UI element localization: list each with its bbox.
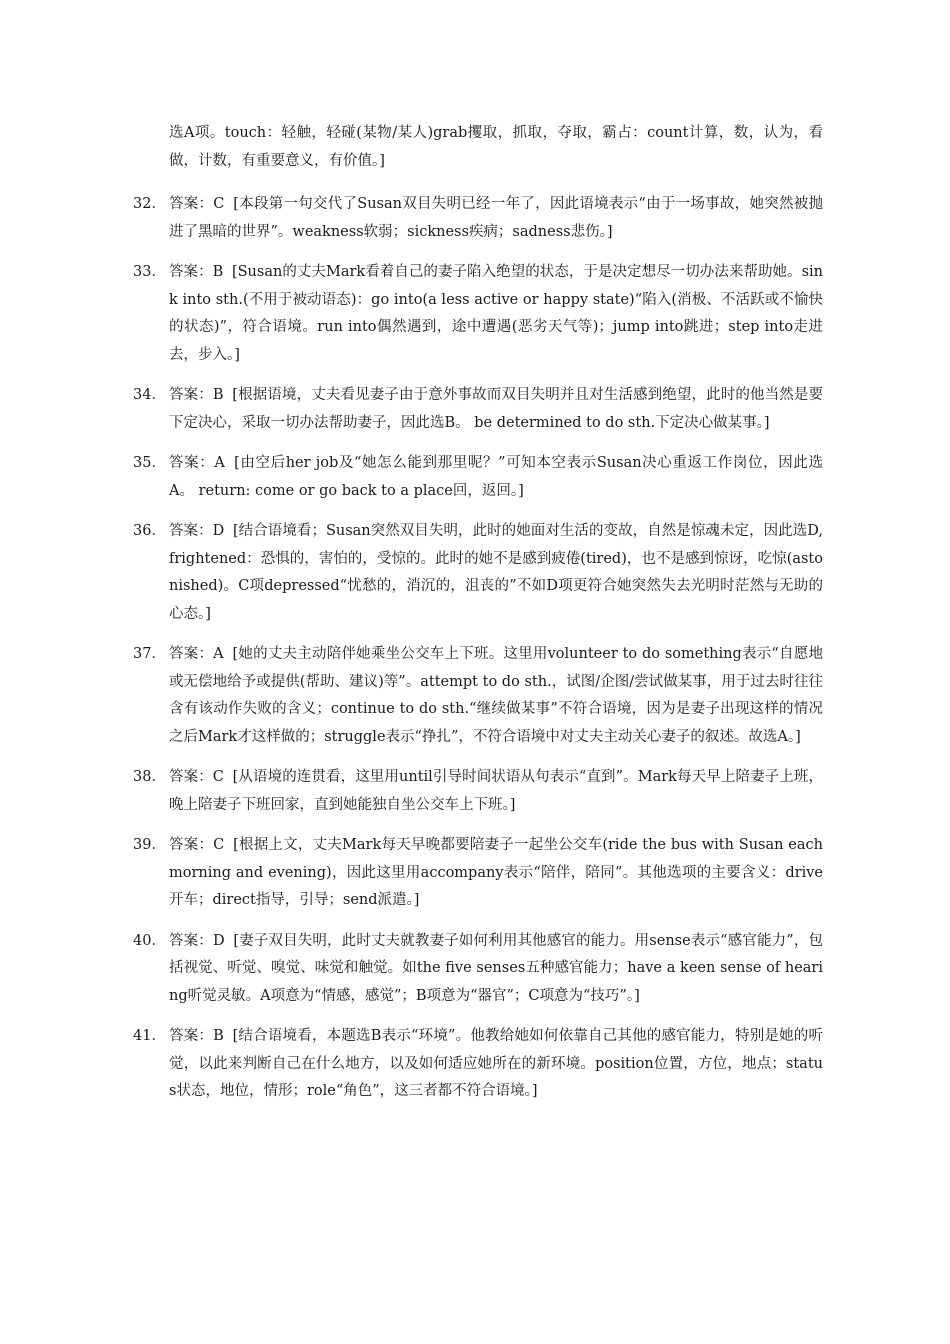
entry-number: 37． bbox=[133, 646, 166, 662]
answer-entry-38 bbox=[133, 764, 823, 819]
continuation-text: 选A项。touch：轻触，轻碰(某物/某人)grab攫取，抓取，夺取，霸占：count计算，数，认为，看做，计数，有重要意义，有价值。] bbox=[169, 125, 823, 169]
entry-explanation: [妻子双目失明，此时丈夫就教妻子如何利用其他感官的能力。用sense表示“感官能力”，包括视觉、听觉、嗅觉、味觉和触觉。如the five senses五种感官能力；have a keen sense of hearing听觉灵敏。A项意为“情感，感觉”；B项意为“器官”；C项意为“技巧”。] bbox=[169, 932, 823, 1004]
entry-number: 36． bbox=[133, 523, 166, 539]
answer-key-content bbox=[133, 120, 823, 1119]
answer-entry-35 bbox=[133, 450, 823, 505]
entry-number: 35． bbox=[133, 455, 166, 471]
entry-number: 32． bbox=[133, 196, 166, 212]
answer-entry-40 bbox=[133, 928, 823, 1011]
entry-explanation: [由空后her job及“她怎么能到那里呢？”可知本空表示Susan决心重返工作岗位，因此选A。 return: come or go back to a place回，返回。] bbox=[169, 455, 823, 499]
entry-explanation: [从语境的连贯看，这里用until引导时间状语从句表示“直到”。Mark每天早上陪妻子上班，晚上陪妻子下班回家，直到她能独自坐公交车上下班。] bbox=[169, 769, 823, 813]
answer-entry-32 bbox=[133, 191, 823, 246]
entry-body bbox=[169, 382, 823, 437]
entry-answer: 答案：B bbox=[169, 1028, 224, 1044]
answer-entry-34 bbox=[133, 382, 823, 437]
entry-body bbox=[169, 928, 823, 1011]
entry-number: 40． bbox=[133, 932, 166, 949]
entry-answer: 答案：C bbox=[169, 837, 225, 853]
continuation-paragraph bbox=[133, 120, 823, 175]
entry-body bbox=[169, 641, 823, 751]
entry-body bbox=[169, 832, 823, 915]
entry-explanation: [根据上文，丈夫Mark每天早晚都要陪妻子一起坐公交车(ride the bus with Susan each morning and evening)，因此这里用accompany表示“陪伴，陪同”。其他选项的主要含义：drive开车；direct指导，引导；send派遣。] bbox=[169, 837, 823, 908]
entry-answer: 答案：D bbox=[169, 932, 225, 949]
entry-explanation: [本段第一句交代了Susan双目失明已经一年了，因此语境表示“由于一场事故，她突然被抛进了黑暗的世界”。weakness软弱；sickness疾病；sadness悲伤。] bbox=[169, 196, 823, 240]
entry-explanation: [Susan的丈夫Mark看着自己的妻子陷入绝望的状态，于是决定想尽一切办法来帮助她。sink into sth.(不用于被动语态)：go into(a less active or happy state)“陷入(消极、不活跃或不愉快的状态)”，符合语境。run into偶然遇到，途中遭遇(恶劣天气等)；jump into跳进；step into走进去，步入。] bbox=[169, 264, 824, 363]
answer-entry-33 bbox=[133, 259, 823, 369]
entry-explanation: [结合语境看，本题选B表示“环境”。他教给她如何依靠自己其他的感官能力，特别是她的听觉，以此来判断自己在什么地方，以及如何适应她所在的新环境。position位置，方位，地点；status状态，地位，情形；role“角色”，这三者都不符合语境。] bbox=[169, 1028, 823, 1099]
entry-answer: 答案：A bbox=[169, 455, 225, 471]
entry-body bbox=[169, 259, 823, 369]
entry-answer: 答案：A bbox=[169, 646, 224, 662]
entry-number: 34． bbox=[133, 387, 166, 403]
entry-body bbox=[169, 1023, 823, 1106]
entry-body bbox=[169, 191, 823, 246]
entry-number: 38． bbox=[133, 769, 166, 785]
answer-entry-41 bbox=[133, 1023, 823, 1106]
entry-body bbox=[169, 518, 823, 628]
entry-body bbox=[169, 450, 823, 505]
answer-entry-37 bbox=[133, 641, 823, 751]
entry-explanation: [根据语境，丈夫看见妻子由于意外事故而双目失明并且对生活感到绝望，此时的他当然是要下定决心，采取一切办法帮助妻子，因此选B。 be determined to do sth.下定决心做某事。] bbox=[169, 387, 824, 431]
entry-body bbox=[169, 764, 823, 819]
answer-entry-39 bbox=[133, 832, 823, 915]
entry-answer: 答案：D bbox=[169, 523, 225, 539]
entry-explanation: [她的丈夫主动陪伴她乘坐公交车上下班。这里用volunteer to do something表示“自愿地或无偿地给予或提供(帮助、建议)等”。attempt to do sth.，试图/企图/尝试做某事，用于过去时往往含有该动作失败的含义；continue to do sth.“继续做某事”不符合语境，因为是妻子出现这样的情况之后Mark才这样做的；struggle表示“挣扎”，不符合语境中对丈夫主动关心妻子的叙述。故选A。] bbox=[169, 646, 824, 745]
entry-number: 33． bbox=[133, 264, 166, 280]
answer-entry-36 bbox=[133, 518, 823, 628]
entry-number: 39． bbox=[133, 837, 166, 853]
entry-number: 41． bbox=[133, 1028, 166, 1044]
entry-explanation: [结合语境看；Susan突然双目失明，此时的她面对生活的变故，自然是惊魂未定，因此选D, frightened：恐惧的，害怕的，受惊的。此时的她不是感到疲倦(tired)，也不是感到惊讶，吃惊(astonished)。C项depressed“忧愁的，消沉的，沮丧的”不如D项更符合她突然失去光明时茫然与无助的心态。] bbox=[169, 523, 823, 622]
entry-answer: 答案：B bbox=[169, 387, 224, 403]
entry-answer: 答案：C bbox=[169, 769, 224, 785]
entry-number-spacer bbox=[133, 120, 169, 175]
entry-answer: 答案：C bbox=[169, 196, 225, 212]
entry-answer: 答案：B bbox=[169, 264, 224, 280]
